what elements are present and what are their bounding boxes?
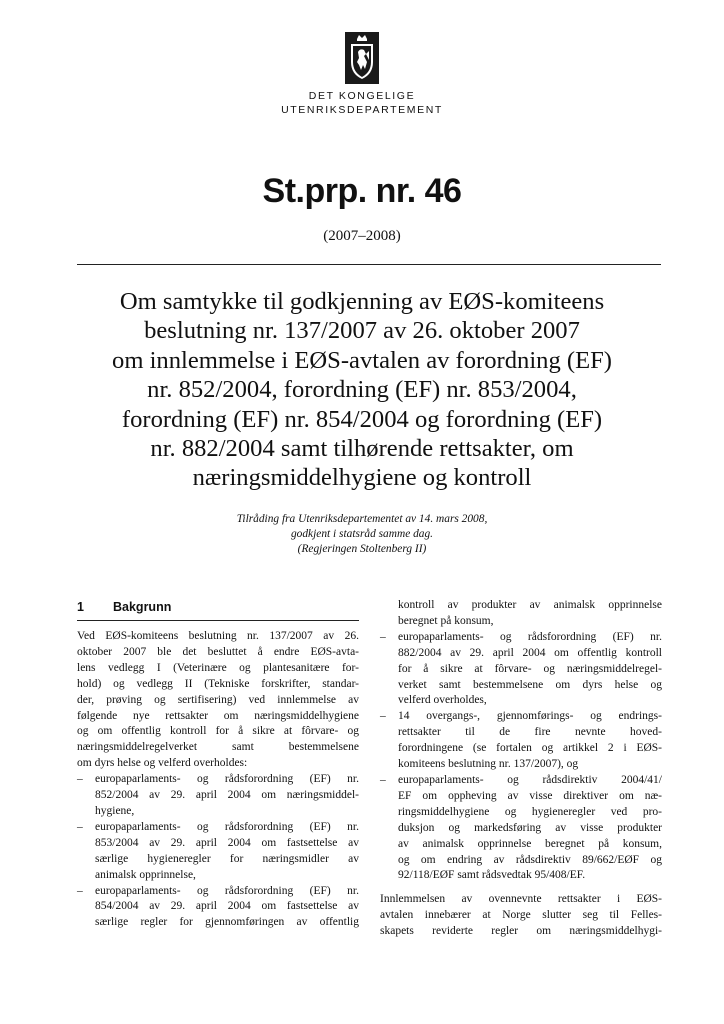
- text-line: om dyrs helse og velferd overholdes:: [77, 757, 248, 770]
- text-line: særlige hygieneregler for næringsmidler av: [95, 852, 359, 865]
- text-line: komiteens beslutning nr. 137/2007), og: [398, 758, 579, 771]
- subject-line: om innlemmelse i EØS-avtalen av forordning (EF): [112, 346, 612, 374]
- text-line: 92/118/EØF samt rådsvedtak 95/408/EF.: [398, 869, 586, 882]
- text-line: og om endring av rådsdirektiv 89/662/EØF og: [398, 853, 662, 866]
- text-line: europaparlaments- og rådsforordning (EF) nr.: [95, 820, 359, 833]
- ministry-name-line2: UTENRIKSDEPARTEMENT: [281, 104, 443, 116]
- dash-bullet: –: [380, 773, 386, 786]
- text-line: europaparlaments- og rådsforordning (EF) nr.: [95, 773, 359, 786]
- section-number: 1: [77, 600, 84, 614]
- text-line: næringsmiddelregelverket samt bestemmelsene: [77, 741, 359, 754]
- text-line: særlige regler for gjennomføringen av offentlig: [95, 916, 359, 929]
- text-line: av animalsk opprinnelse beregnet på konsum,: [398, 837, 662, 850]
- dash-bullet: –: [77, 820, 83, 833]
- text-line: for å sikre at fôrvare- og næringsmiddelregel-: [398, 662, 662, 675]
- text-line: 882/2004 av 29. april 2004 om offentlig kontroll: [398, 646, 662, 659]
- text-line: oktober 2007 ble det besluttet å endre EØS-avta-: [77, 645, 359, 658]
- dash-bullet: –: [77, 884, 83, 897]
- text-line: og om offentlig kontroll for å sikre at fôrvare- og: [77, 725, 359, 738]
- text-line: duksjon og markedsføring av visse produkter: [398, 821, 662, 834]
- text-line: animalsk opprinnelse,: [95, 868, 196, 881]
- text-line: velferd overholdes,: [398, 694, 487, 707]
- subject-line: forordning (EF) nr. 854/2004 og forordning (EF): [121, 405, 603, 433]
- session-years: (2007–2008): [323, 228, 401, 244]
- text-line: kontroll av produkter av animalsk opprinnelse: [398, 599, 662, 611]
- dash-bullet: –: [77, 773, 83, 786]
- ministry-name-line1: DET KONGELIGE: [308, 90, 416, 102]
- approval-note: [0, 512, 724, 557]
- section-divider: [77, 620, 359, 621]
- text-line: Ved EØS-komiteens beslutning nr. 137/2007 av 26.: [77, 630, 359, 642]
- text-line: 853/2004 av 29. april 2004 om fastsettelse av: [95, 836, 359, 849]
- paragraph-gap: [380, 884, 662, 892]
- dash-bullet: –: [380, 710, 386, 723]
- document-title: St.prp. nr. 46: [262, 172, 462, 210]
- text-line: europaparlaments- og rådsforordning (EF) nr.: [398, 630, 662, 643]
- list-item: [380, 773, 662, 884]
- text-line: verket samt bestemmelsene om dyrs helse og: [398, 678, 662, 691]
- intro-paragraph: [77, 629, 359, 772]
- text-line: skapets reviderte regler om næringsmiddelhygi-: [380, 925, 662, 938]
- text-line: rettsakter til de fire nevnte hoved-: [398, 726, 662, 739]
- norwegian-lion-crest-icon: [345, 32, 379, 84]
- text-line: der, prøving og sertifisering) ved innlemmelse av: [77, 693, 359, 706]
- text-line: forordningene (se fortalen og artikkel 2 i EØS-: [398, 742, 662, 755]
- text-line: EF om oppheving av visse direktiver om næ-: [398, 789, 662, 802]
- text-line: 852/2004 av 29. april 2004 om næringsmiddel-: [95, 789, 359, 802]
- closing-paragraph: [380, 892, 662, 940]
- approval-line: Tilråding fra Utenriksdepartementet av 14. mars 2008,: [236, 513, 488, 525]
- text-line: hold) og vedlegg II (Tekniske forskrifter, standar-: [77, 677, 359, 690]
- subject-line: næringsmiddelhygiene og kontroll: [192, 464, 532, 492]
- list-item: [77, 820, 359, 884]
- subject-line: beslutning nr. 137/2007 av 26. oktober 2007: [144, 317, 580, 345]
- subject-line: nr. 882/2004 samt tilhørende rettsakter, om: [150, 435, 574, 463]
- list-item: [77, 772, 359, 820]
- right-column: [380, 598, 662, 940]
- list-item: [77, 884, 359, 932]
- text-line: europaparlaments- og rådsdirektiv 2004/41/: [398, 773, 662, 786]
- text-line: lens vedlegg I (Veterinære og plantesanitære for-: [77, 661, 359, 674]
- approval-line: (Regjeringen Stoltenberg II): [297, 543, 427, 555]
- document-subject: [60, 287, 664, 493]
- text-line: følgende nye rettsakter om næringsmiddelhygiene: [77, 709, 359, 722]
- section-title: Bakgrunn: [113, 600, 172, 614]
- text-line: europaparlaments- og rådsforordning (EF) nr.: [95, 884, 359, 897]
- text-line: hygiene,: [95, 804, 135, 817]
- section-heading: [77, 598, 359, 617]
- text-line: Innlemmelsen av ovennevnte rettsakter i EØS-: [380, 893, 662, 906]
- list-item: [380, 709, 662, 773]
- subject-line: nr. 852/2004, forordning (EF) nr. 853/2004,: [147, 376, 577, 404]
- text-line: 14 overgangs-, gjennomførings- og endrings-: [398, 710, 662, 723]
- subject-line: Om samtykke til godkjenning av EØS-komiteens: [119, 288, 605, 315]
- text-line: ringsmiddelhygiene og hygieneregler ved pro-: [398, 805, 662, 818]
- text-line: beregnet på konsum,: [398, 614, 494, 627]
- list-item: [380, 630, 662, 710]
- left-column: [77, 598, 359, 931]
- text-line: 854/2004 av 29. april 2004 om fastsettelse av: [95, 900, 359, 913]
- approval-line: godkjent i statsråd samme dag.: [290, 528, 434, 540]
- header-divider: [77, 264, 661, 265]
- dash-bullet: –: [380, 630, 386, 643]
- list-item-continuation: [380, 598, 662, 630]
- text-line: avtalen innebærer at Norge slutter seg til Felles-: [380, 909, 662, 922]
